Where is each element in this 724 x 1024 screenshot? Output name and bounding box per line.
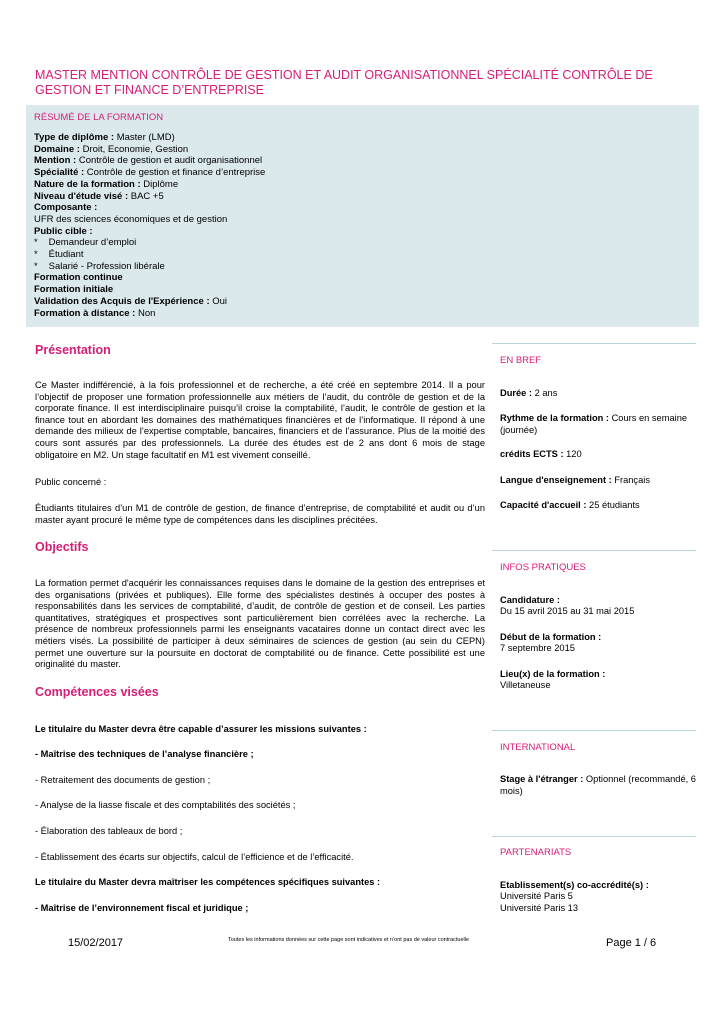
presentation-heading: Présentation bbox=[35, 343, 111, 357]
capacity: Capacité d'accueil : 25 étudiants bbox=[500, 500, 640, 510]
start-date: 7 septembre 2015 bbox=[500, 643, 575, 653]
partner-university: Université Paris 5 bbox=[500, 891, 573, 901]
skills-heading: Compétences visées bbox=[35, 685, 159, 699]
presentation-text: Ce Master indifférencié, à la fois professionnel et de recherche, a été créé en septembre 2014. Il a pour l’objectif de proposer une formation professionnelle aux métiers de l’audit, du contrôle de gestion et de la corporate finance. Il est interdisciplinaire puisqu’il croise la comptabilité, l’audit, le contrôle de gestion et la finance tout en abordant les domaines des mathématiques financières et de l’informatique. Il répond à une demande des milieux de l’expertise comptable, bancaires, financiers et de l’assurance. Plus de la moitié des cours sont assurés par des professionnels. La durée des études est de 2 ans dont 6 mois de stage obligatoire en M2. Un stage facultatif en M1 est vivement conseillé. bbox=[35, 380, 485, 460]
partner-university: Université Paris 13 bbox=[500, 903, 579, 913]
continuing-education: Formation continue bbox=[34, 272, 123, 284]
teaching-language: Langue d'enseignement : Français bbox=[500, 475, 650, 485]
public-concerned-text: Étudiants titulaires d’un M1 de contrôle de gestion, de finance d’entreprise, de comptabilité et audit ou d’un master ayant procuré le même type de compétences dans les disciplines précitées. bbox=[35, 503, 485, 525]
objectives-text: La formation permet d'acquérir les connaissances requises dans le domaine de la gestion des entreprises et des organisations (privées et publiques). Elle forme des spécialistes destinés à occuper des postes à responsabilités dans les services de comptabilité, d’audit, de contrôle de gestion et de conseil. Les parties quantitatives, stratégiques et prospectives sont particulièrement bien corrélées avec la recherche. La présence de nombreux professionnels parmi les enseignants vacataires donne un contact direct avec les métiers visés. La possibilité de participer à deux séminaires de sciences de gestion (au sein du CEPN) permet une ouverture sur la poursuite en doctorat de comptabilité ou de finance. Cette possibilité est une originalité du master. bbox=[35, 578, 485, 670]
footer-disclaimer: Toutes les informations données sur cette page sont indicatives et n'ont pas de valeur contractuelle bbox=[228, 937, 470, 943]
page-title: MASTER MENTION CONTRÔLE DE GESTION ET AUDIT ORGANISATIONNEL SPÉCIALITÉ CONTRÔLE DE GESTION ET FINANCE D’ENTREPRISE bbox=[35, 68, 653, 97]
abroad-internship: Stage à l'étranger : Optionnel (recommandé, 6 mois) bbox=[500, 774, 696, 796]
start-label: Début de la formation : bbox=[500, 632, 602, 642]
training-nature: Nature de la formation : Diplôme bbox=[34, 178, 179, 190]
skills-intro-2: Le titulaire du Master devra maîtriser les compétences spécifiques suivantes : bbox=[35, 877, 381, 887]
skill-item: - Élaboration des tableaux de bord ; bbox=[35, 826, 183, 836]
skill-item: - Maîtrise des techniques de l’analyse financière ; bbox=[35, 749, 254, 759]
skill-item: - Retraitement des documents de gestion ; bbox=[35, 775, 211, 785]
footer-date: 15/02/2017 bbox=[68, 937, 124, 949]
ects-credits: crédits ECTS : 120 bbox=[500, 449, 582, 459]
public-label: Public cible : bbox=[34, 225, 93, 237]
divider bbox=[492, 730, 696, 731]
public-item: * Salarié - Profession libérale bbox=[34, 260, 165, 272]
summary-heading: RÉSUMÉ DE LA FORMATION bbox=[34, 112, 164, 123]
mention: Mention : Contrôle de gestion et audit organisationnel bbox=[34, 155, 263, 167]
divider bbox=[492, 343, 696, 344]
public-concerned: Public concerné : bbox=[35, 477, 107, 487]
en-bref-heading: EN BREF bbox=[500, 355, 542, 366]
specialty: Spécialité : Contrôle de gestion et finance d’entreprise bbox=[34, 167, 266, 179]
summary-panel bbox=[26, 105, 699, 327]
skill-item: - Établissement des écarts sur objectifs, calcul de l’efficience et de l’efficacité. bbox=[35, 852, 354, 862]
diploma-type: Type de diplôme : Master (LMD) bbox=[34, 132, 175, 143]
divider bbox=[492, 836, 696, 837]
public-item: * Étudiant bbox=[34, 249, 84, 261]
infos-heading: INFOS PRATIQUES bbox=[500, 562, 586, 573]
partnerships-heading: PARTENARIATS bbox=[500, 847, 572, 858]
vae: Validation des Acquis de l'Expérience : Oui bbox=[34, 295, 228, 307]
initial-education: Formation initiale bbox=[34, 284, 114, 296]
skills-intro: Le titulaire du Master devra être capable d’assurer les missions suivantes : bbox=[35, 724, 367, 734]
duration: Durée : 2 ans bbox=[500, 388, 558, 398]
page-number: Page 1 / 6 bbox=[606, 937, 657, 949]
location-label: Lieu(x) de la formation : bbox=[500, 669, 606, 679]
composante-label: Composante : bbox=[34, 202, 98, 214]
study-level: Niveau d'étude visé : BAC +5 bbox=[34, 190, 164, 202]
application-label: Candidature : bbox=[500, 595, 560, 605]
objectives-heading: Objectifs bbox=[35, 540, 89, 554]
rhythm: Rythme de la formation : Cours en semaine (journée) bbox=[500, 413, 688, 435]
domain: Domaine : Droit, Economie, Gestion bbox=[34, 143, 189, 155]
co-accredited-label: Etablissement(s) co-accrédité(s) : bbox=[500, 880, 649, 890]
skill-item: - Analyse de la liasse fiscale et des comptabilités des sociétés ; bbox=[35, 800, 296, 810]
public-item: * Demandeur d’emploi bbox=[34, 237, 137, 249]
application-dates: Du 15 avril 2015 au 31 mai 2015 bbox=[500, 606, 635, 616]
location: Villetaneuse bbox=[500, 680, 551, 690]
composante-value: UFR des sciences économiques et de gestion bbox=[34, 213, 228, 225]
divider bbox=[492, 550, 696, 551]
skill-item: - Maîtrise de l’environnement fiscal et juridique ; bbox=[35, 903, 249, 913]
distance-learning: Formation à distance : Non bbox=[34, 307, 156, 319]
international-heading: INTERNATIONAL bbox=[500, 742, 576, 753]
